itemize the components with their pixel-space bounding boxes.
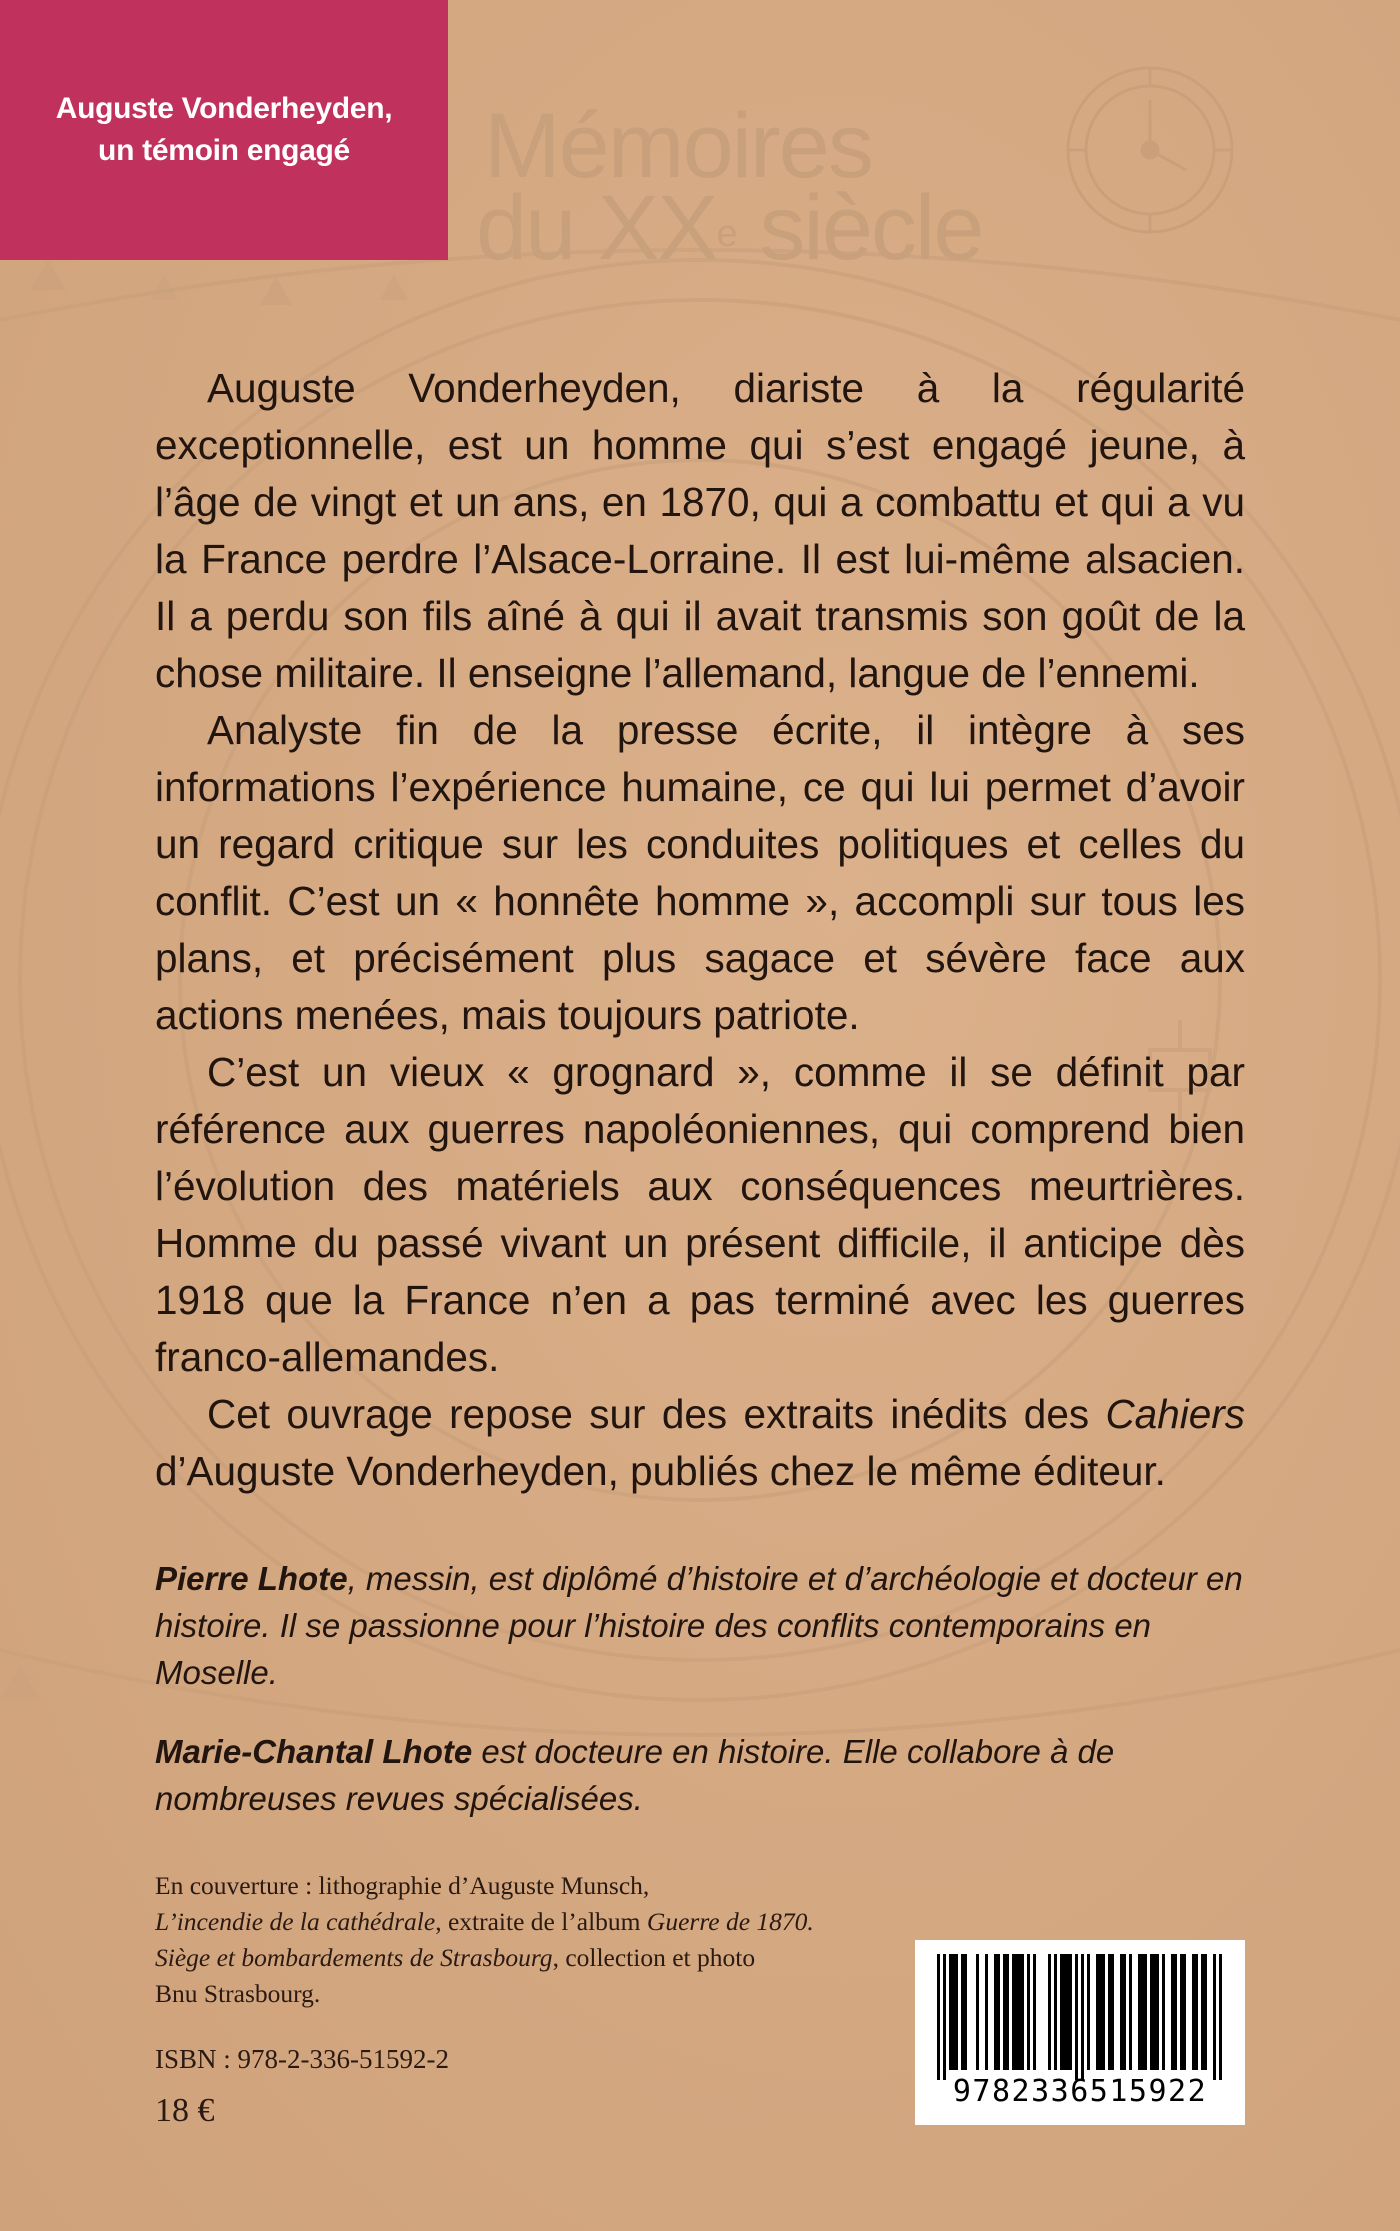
series-title-line1: Auguste Vonderheyden, (55, 92, 393, 125)
barcode-bar (1153, 1954, 1156, 2070)
blurb-p4-start: Cet ouvrage repose sur des extraits inédits des (207, 1391, 1106, 1437)
barcode-bar (1183, 1954, 1186, 2070)
author-1-name: Pierre Lhote (155, 1560, 348, 1597)
blurb-p4-title: Cahiers (1105, 1391, 1245, 1437)
credit-line-3-end: , collection et photo (552, 1943, 756, 1972)
barcode-bar (997, 1954, 1000, 2070)
barcode-bar (955, 1954, 958, 2070)
barcode-bar (1129, 1954, 1132, 2070)
barcode-bar (1180, 1954, 1183, 2070)
barcode-bar (1015, 1954, 1018, 2070)
barcode-bar (1054, 1954, 1057, 2070)
barcode-bar (1120, 1954, 1123, 2070)
credit-album-title: Guerre de 1870. (646, 1907, 814, 1936)
barcode-bar (1174, 1954, 1177, 2070)
collection-title-line2 (476, 177, 983, 279)
barcode-number: 9782336515922 (952, 2074, 1208, 2109)
barcode-bar (1099, 1954, 1102, 2070)
clock-emblem (1068, 68, 1232, 232)
price: 18 € (155, 2092, 215, 2129)
barcode-bar (1012, 1954, 1015, 2070)
barcode-bar (1021, 1954, 1024, 2070)
collection-superscript: e (716, 213, 736, 255)
credit-line-1: En couverture : lithographie d’Auguste Munsch, (155, 1871, 650, 1900)
barcode-bar (985, 1954, 988, 2070)
barcode-bar (1141, 1954, 1144, 2070)
collection-suffix: siècle (735, 177, 983, 279)
blurb-paragraph-1: Auguste Vonderheyden, diariste à la régularité exceptionnelle, est un homme qui s’est engagé jeune, à l’âge de vingt et un ans, en 1870, qui a combattu et qui a vu la France perdre l’Alsace-Lorraine. Il est lui-même alsacien. Il a perdu son fils aîné à qui il avait transmis son goût de la chose militaire. Il enseigne l’allemand, langue de l’ennemi. (155, 365, 1245, 696)
barcode-bar (1123, 1954, 1126, 2070)
barcode-bar (1075, 1954, 1078, 2080)
isbn: ISBN : 978-2-336-51592-2 (155, 2044, 449, 2074)
barcode-bar (1144, 1954, 1147, 2070)
barcode-bar (1138, 1954, 1141, 2070)
credit-line-3 (155, 1940, 915, 1976)
series-title-box (0, 0, 448, 260)
blurb-p4-end: d’Auguste Vonderheyden, publiés chez le même éditeur. (155, 1448, 1166, 1494)
collection-prefix: du XX (476, 177, 717, 279)
barcode-bar (964, 1954, 967, 2070)
barcode (915, 1940, 1245, 2125)
cover-credit (155, 1868, 915, 2012)
barcode-bar (1219, 1954, 1222, 2080)
barcode-bar (1096, 1954, 1099, 2070)
author-bios (155, 1555, 1245, 1822)
barcode-bar (976, 1954, 979, 2070)
credit-artwork-title: L’incendie de la cathédrale (155, 1907, 436, 1936)
series-title-line2: un témoin engagé (98, 134, 350, 167)
credit-line-2-mid: , extraite de l’album (435, 1907, 647, 1936)
barcode-bar (961, 1954, 964, 2070)
barcode-bar (1066, 1954, 1069, 2070)
barcode-bar (952, 1954, 955, 2070)
author-bio-2 (155, 1728, 1245, 1822)
barcode-bar (1018, 1954, 1021, 2070)
author-2-name: Marie-Chantal Lhote (155, 1733, 473, 1770)
barcode-bar (1201, 1954, 1204, 2070)
barcode-bar (943, 1954, 946, 2080)
barcode-bar (1003, 1954, 1006, 2070)
barcode-bar (1069, 1954, 1072, 2070)
collection-title-line1: Mémoires (484, 95, 872, 197)
barcode-bar (1081, 1954, 1084, 2080)
barcode-bar (1204, 1954, 1207, 2070)
barcode-bar (1108, 1954, 1111, 2070)
barcode-bar (1213, 1954, 1216, 2080)
barcode-bar (1111, 1954, 1114, 2070)
blurb (155, 360, 1245, 1500)
author-1-text: , messin, est diplômé d’histoire et d’archéologie et docteur en histoire. Il se passionne pour l’histoire des conflits contemporains en Moselle. (155, 1560, 1243, 1691)
barcode-bar (1063, 1954, 1066, 2070)
barcode-bar (949, 1954, 952, 2070)
blurb-paragraph-4 (155, 1386, 1245, 1500)
credit-line-2 (155, 1904, 915, 1940)
author-2-text: est docteure en histoire. Elle collabore à de nombreuses revues spécialisées. (155, 1733, 1115, 1817)
barcode-bar (1192, 1954, 1195, 2070)
barcode-bar (1150, 1954, 1153, 2070)
credit-album-subtitle: Siège et bombardements de Strasbourg (155, 1943, 553, 1972)
barcode-bar (1171, 1954, 1174, 2070)
barcode-bar (1033, 1954, 1036, 2070)
author-bio-1 (155, 1555, 1245, 1696)
credit-line-4: Bnu Strasbourg. (155, 1979, 321, 2008)
barcode-bar (1195, 1954, 1198, 2070)
barcode-bar (1162, 1954, 1165, 2070)
barcode-bar (937, 1954, 940, 2080)
barcode-bar (1102, 1954, 1105, 2070)
barcode-bar (1048, 1954, 1051, 2070)
barcode-bar (1027, 1954, 1030, 2070)
barcode-bar (994, 1954, 997, 2070)
blurb-paragraph-3: C’est un vieux « grognard », comme il se définit par référence aux guerres napoléoniennes, qui comprend bien l’évolution des matériels aux conséquences meurtrières. Homme du passé vivant un présent difficile, il anticipe dès 1918 que la France n’en a pas terminé avec les guerres franco-allemandes. (155, 1049, 1245, 1380)
blurb-paragraph-2: Analyste fin de la presse écrite, il intègre à ses informations l’expérience humaine, ce qui lui permet d’avoir un regard critique sur les conduites politiques et celles du conflit. C’est un « honnête homme », accompli sur tous les plans, et précisément plus sagace et sévère face aux actions menées, mais toujours patriote. (155, 707, 1245, 1038)
barcode-bar (1006, 1954, 1009, 2070)
barcode-bar (1060, 1954, 1063, 2070)
barcode-bar (1087, 1954, 1090, 2070)
barcode-bar (1156, 1954, 1159, 2070)
